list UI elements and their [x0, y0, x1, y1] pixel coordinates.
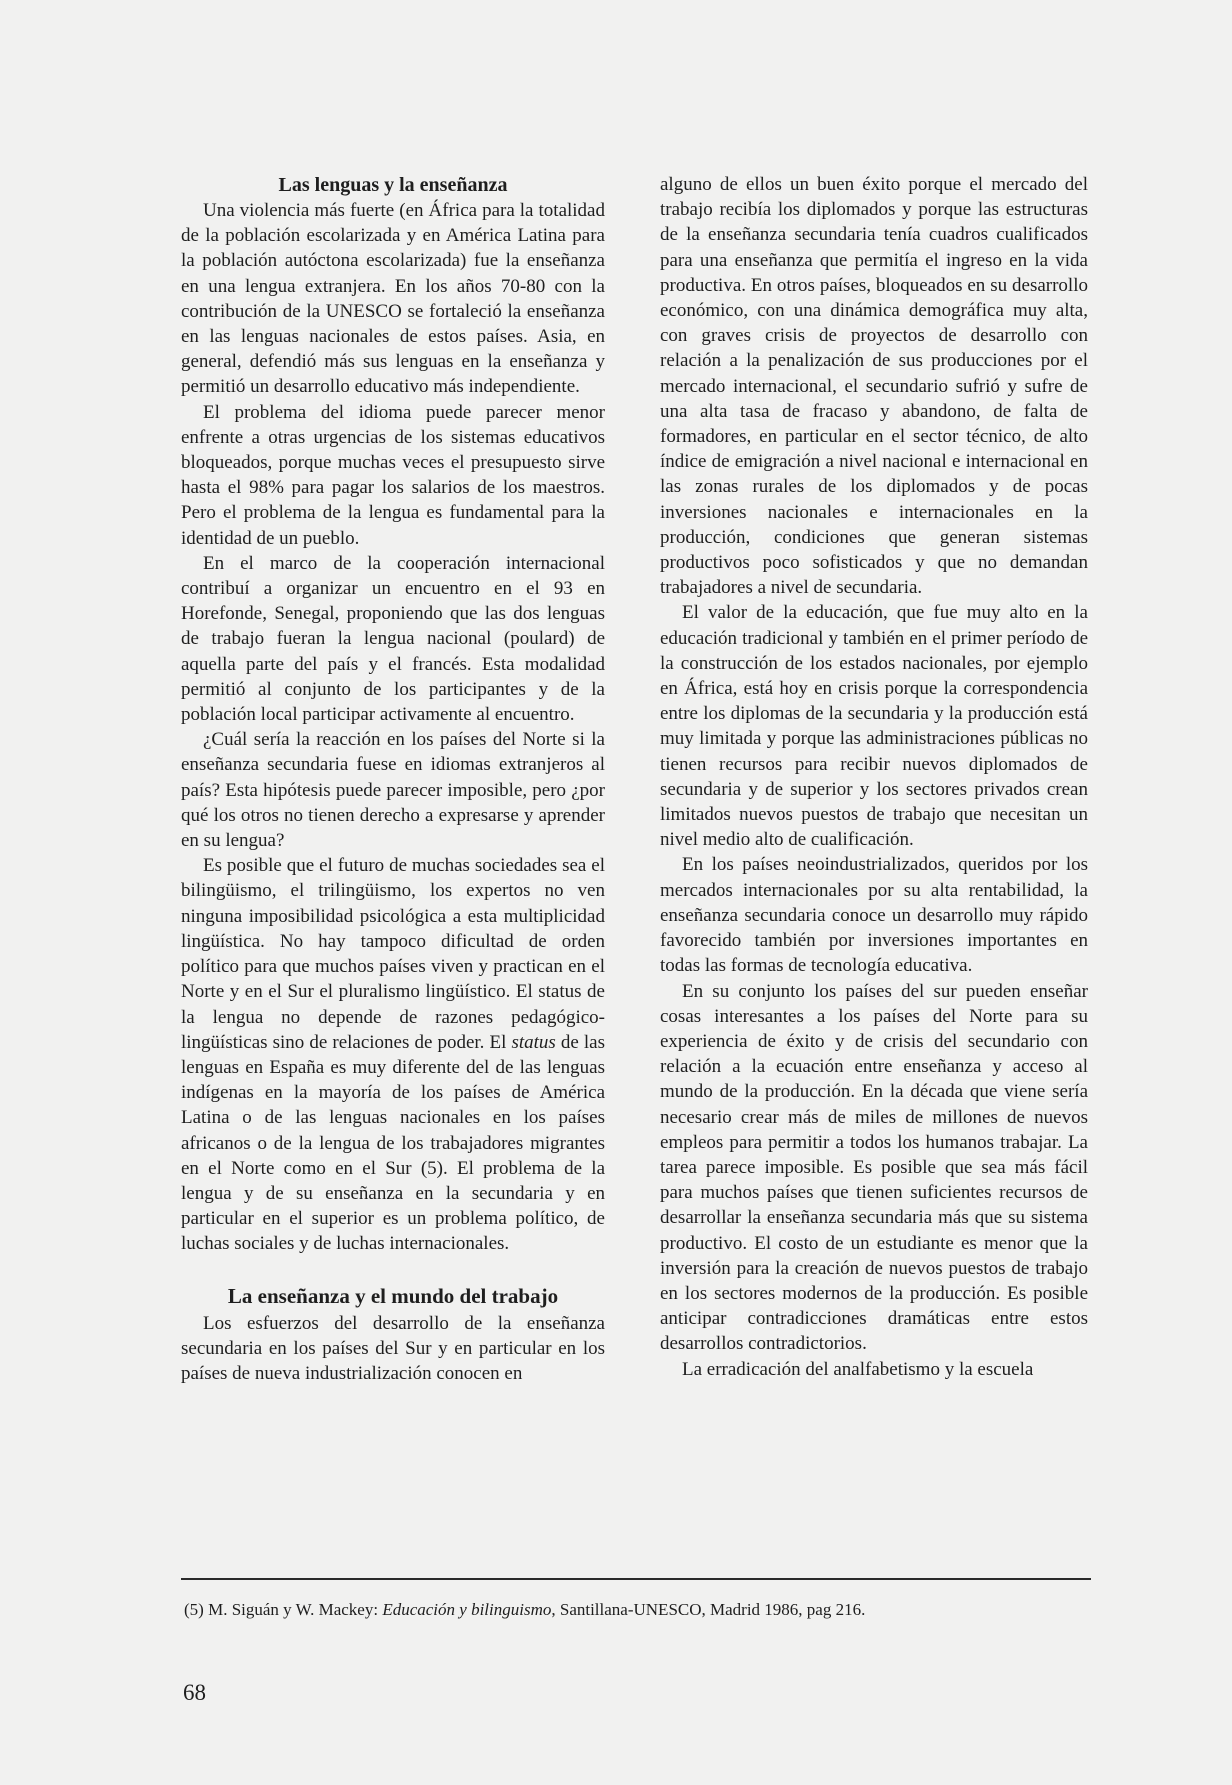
- paragraph: Una violencia más fuerte (en África para la totalidad de la población escolarizada y en América Latina para la población autóctona escolarizada) fue la enseñanza en una lengua extranjera. En los años 70-80 con la contribución de la UNESCO se fortaleció la enseñanza en las lenguas nacionales de estos países. Asia, en general, defendió más sus lenguas en la enseñanza y permitió un desarrollo educativo más independiente.: [181, 200, 605, 398]
- footnote-divider: [181, 1578, 1091, 1580]
- paragraph: alguno de ellos un buen éxito porque el mercado del trabajo recibía los diplomados y porque las estructuras de la enseñanza secundaria tenía cuadros cualificados para una enseñanza que permitía el ingreso en la vida productiva. En otros países, bloqueados en su desarrollo económico, con una dinámica demográfica muy alta, con graves crisis de proyectos de desarrollo con relación a la penalización de sus producciones por el mercado internacional, el secundario sufrió y sufre de una alta tasa de fracaso y abandono, de falta de formadores, en particular en el sector técnico, de alto índice de emigración a nivel nacional e internacional en las zonas rurales de los diplomados y de pocas inversiones nacionales e internacionales en la producción, condiciones que generan sistemas productivos poco sofisticados y que no demandan trabajadores a nivel de secundaria.: [660, 174, 1088, 599]
- footnote-suffix: , Santillana-UNESCO, Madrid 1986, pag 216.: [551, 1600, 866, 1619]
- section-heading-trabajo: La enseñanza y el mundo del trabajo: [227, 1283, 559, 1308]
- text-run: de las lenguas en España es muy diferente del de las lenguas indígenas en la mayoría de los países de América Latina o de las lenguas nacionales en los países africanos o de la lengua de los trabajadores migrantes en el Norte como en el Sur (5). El problema de la lengua y de su enseñanza en la secundaria y en particular en el superior es un problema político, de luchas sociales y de luchas internacionales.: [181, 1031, 605, 1255]
- paragraph: El valor de la educación, que fue muy alto en la educación tradicional y también en el primer período de la construcción de los estados nacionales, por ejemplo en África, está hoy en crisis porque la correspondencia entre los diplomas de la secundaria y la producción está muy limitada y porque las administraciones públicas no tienen recursos para recibir nuevos diplomados de secundaria y de superior y los sectores privados crean limitados nuevos puestos de trabajo que necesitan un nivel medio alto de cualificación.: [660, 602, 1088, 851]
- right-column: [660, 172, 1088, 1382]
- paragraph: ¿Cuál sería la reacción en los países del Norte si la enseñanza secundaria fuese en idiomas extranjeros al país? Esta hipótesis puede parecer imposible, pero ¿por qué los otros no tienen derecho a expresarse y aprender en su lengua?: [181, 729, 605, 852]
- left-column: [181, 172, 605, 1386]
- footnote-title: Educación y bilinguismo: [382, 1600, 552, 1619]
- section-heading-lenguas: Las lenguas y la enseñanza: [278, 174, 508, 196]
- paragraph: En los países neoindustrializados, queridos por los mercados internacionales por su alta rentabilidad, la enseñanza secundaria conoce un desarrollo muy rápido favorecido también por inversiones importantes en todas las formas de tecnología educativa.: [660, 854, 1088, 977]
- footnote: [184, 1599, 1090, 1621]
- page-number: 68: [183, 1680, 206, 1705]
- paragraph: Los esfuerzos del desarrollo de la enseñanza secundaria en los países del Sur y en particular en los países de nueva industrialización conocen en: [181, 1312, 605, 1384]
- text-run: Es posible que el futuro de muchas sociedades sea el bilingüismo, el trilingüismo, los expertos no ven ninguna imposibilidad psicológica a esta multiplicidad lingüística. No hay tampoco dificultad de orden político para que muchos países viven y practican en el Norte y en el Sur el pluralismo lingüístico. El status de la lengua no depende de razones pedagógico-lingüísticas sino de relaciones de poder. El: [181, 855, 605, 1053]
- footnote-prefix: (5) M. Siguán y W. Mackey:: [184, 1600, 383, 1619]
- paragraph: En su conjunto los países del sur pueden enseñar cosas interesantes a los países del Norte para su experiencia de éxito y de crisis del secundario con relación a la ecuación entre enseñanza y acceso al mundo de la producción. En la década que viene sería necesario crear más de miles de millones de nuevos empleos para permitir a todos los humanos trabajar. La tarea parece imposible. Es posible que sea más fácil para muchos países que tienen suficientes recursos de desarrollar la enseñanza secundaria más que su sistema productivo. El costo de un estudiante es menor que la inversión para la creación de nuevos puestos de trabajo en los sectores modernos de la producción. Es posible anticipar contradicciones dramáticas entre estos desarrollos contradictorios.: [660, 980, 1088, 1355]
- italic-term: status: [511, 1031, 556, 1053]
- paragraph: La erradicación del analfabetismo y la escuela: [682, 1358, 1034, 1380]
- paragraph: En el marco de la cooperación internacional contribuí a organizar un encuentro en el 93 en Horefonde, Senegal, proponiendo que las dos lenguas de trabajo fueran la lengua nacional (poulard) de aquella parte del país y el francés. Esta modalidad permitió al conjunto de los participantes y de la población local participar activamente al encuentro.: [181, 552, 605, 726]
- paragraph: [181, 853, 605, 1256]
- paragraph: El problema del idioma puede parecer menor enfrente a otras urgencias de los sistemas educativos bloqueados, porque muchas veces el presupuesto sirve hasta el 98% para pagar los salarios de los maestros. Pero el problema de la lengua es fundamental para la identidad de un pueblo.: [181, 401, 605, 549]
